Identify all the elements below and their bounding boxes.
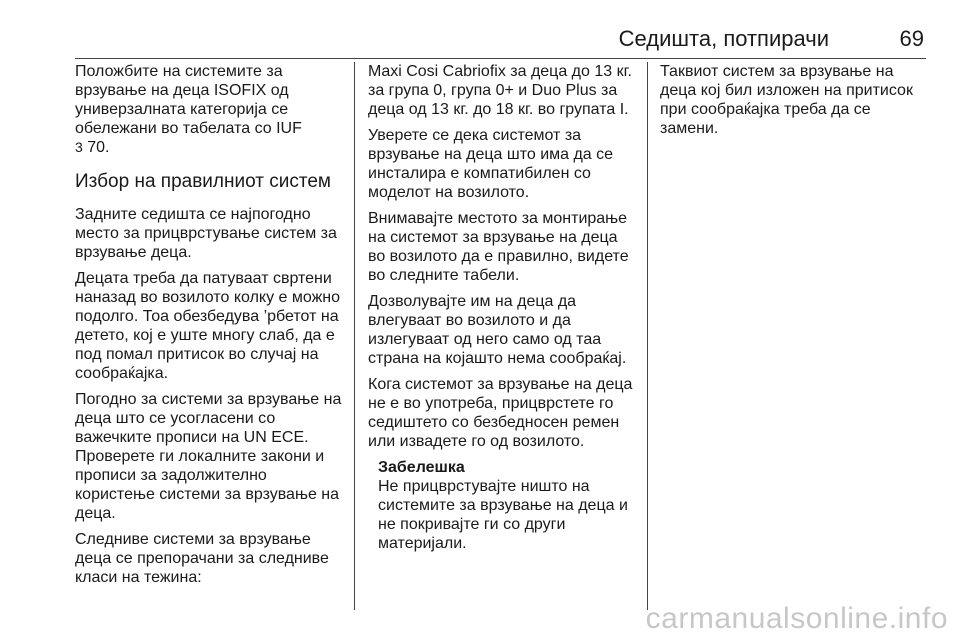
page-header-title: Седишта, потпирачи	[618, 26, 829, 51]
paragraph-mounting: Внимавајте местото за монтирање на системот за врзување на деца во возилото да е правилно, видете во следните табели.	[368, 210, 629, 284]
paragraph-entry-exit: Дозволувајте им на деца да влегуваат во возилото и да излегуваат од него само од таа страна на којашто нема сообраќај.	[368, 293, 627, 367]
note-text: Не прицврстувајте ништо на системите за врзување на деца и не покривајте ги со други материјали.	[378, 478, 628, 552]
watermark: carmanualsonline.info	[645, 602, 948, 635]
paragraph-replace-after-accident: Таквиот систем за врзување на деца кој бил изложен на притисок при сообраќајка треба да се замени.	[660, 63, 913, 137]
paragraph-recommended-systems: Следниве системи за врзување деца се препорачани за следниве класи на тежина:	[75, 531, 329, 586]
section-heading: Избор на правилниот систем	[75, 171, 331, 192]
page-number: 69	[899, 26, 924, 51]
column-left	[75, 62, 347, 594]
cross-reference-icon: 3	[75, 139, 83, 155]
note-block	[378, 458, 634, 553]
column-right	[660, 62, 926, 145]
column-divider-1	[354, 62, 355, 610]
paragraph-rearward-facing: Децата треба да патуваат свртени наназад во возилото колку е можно подолго. Тоа обезбедува ’рбетот на детето, кој е уште многу слаб, да е под помал притисок во случај на сообраќајка.	[75, 270, 341, 382]
paragraph-maxi-cosi: Maxi Cosi Cabriofix за деца до 13 кг. за група 0, група 0+ и Duo Plus за деца од 13 кг. до 18 кг. во групата I.	[368, 63, 632, 118]
paragraph-isofix-positions: Положбите на системите за врзување на деца ISOFIX од универзалната категорија се обележани во табелата со IUF 3 70.	[75, 63, 302, 156]
paragraph-rear-seats: Задните седишта се најпогодно место за прицврстување систем за врзување деца.	[75, 206, 337, 261]
paragraph-un-ece: Погодно за системи за врзување на деца што се усогласени со важечките прописи на UN ECE. Проверете ги локалните закони и прописи за задолжително користење системи за врзување на деца.	[75, 391, 342, 522]
note-title: Забелешка	[378, 459, 465, 476]
cross-reference-page: 70.	[82, 139, 110, 156]
column-divider-2	[647, 62, 648, 610]
paragraph-compatibility: Уверете се дека системот за врзување на деца што има да се инсталира е компатибилен со моделот на возилото.	[368, 127, 614, 201]
paragraph-not-in-use: Кога системот за врзување на деца не е во употреба, прицврстете го седиштето со безбедносен ремен или извадете го од возилото.	[368, 376, 633, 450]
column-middle	[368, 62, 634, 553]
header-rule	[75, 58, 926, 59]
